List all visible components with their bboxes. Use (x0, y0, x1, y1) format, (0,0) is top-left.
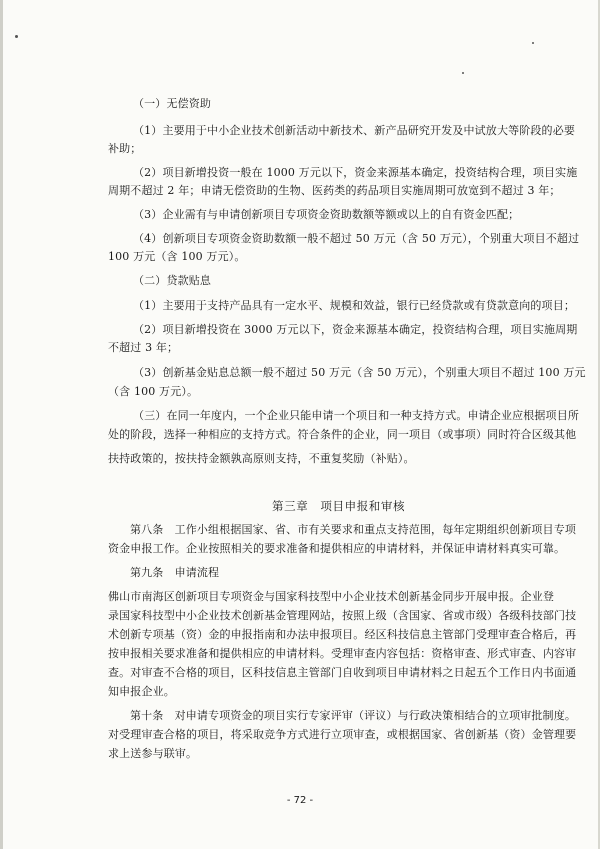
paragraph-line: 佛山市南海区创新项目专项资金与国家科技型中小企业技术创新基金同步开展申报。企业登 (108, 590, 554, 603)
article-9-title: 第九条 申请流程 (130, 566, 220, 579)
article-10-line: 第十条 对申请专项资金的项目实行专家评审（评议）与行政决策相结合的立项审批制度。 (130, 709, 576, 722)
paragraph-line: 不超过 3 年； (108, 341, 179, 354)
paragraph-line: 100 万元（含 100 万元）。 (108, 250, 246, 263)
section-heading-grant: （一）无偿资助 (133, 97, 212, 110)
paragraph-line: 处的阶段，选择一种相应的支持方式。符合条件的企业，同一项目（或事项）同时符合区级其他 (108, 428, 577, 441)
paragraph-line: 知申报企业。 (108, 685, 175, 698)
paragraph-line: 按申报相关要求准备和提供相应的申请材料。受理审查内容包括：资格审查、形式审查、内容审 (108, 647, 577, 660)
paragraph-line: （三）在同一年度内，一个企业只能申请一个项目和一种支持方式。申请企业应根据项目所 (133, 409, 579, 422)
paragraph-line: 查。对审查不合格的项目，区科技信息主管部门自收到项目申请材料之日起五个工作日内书面通 (108, 666, 577, 679)
paragraph-line: （3）创新基金贴息总额一般不超过 50 万元（含 50 万元），个别重大项目不超过 100 万元 (133, 366, 586, 379)
section-heading-loan: （二）贷款贴息 (133, 274, 212, 287)
scan-speck (462, 72, 464, 74)
article-8-line: 第八条 工作小组根据国家、省、市有关要求和重点支持范围，每年定期组织创新项目专项 (130, 523, 576, 536)
scan-speck (15, 35, 18, 38)
paragraph-line: （含 100 万元）。 (108, 385, 199, 398)
article-8-line: 资金申报工作。企业按照相关的要求准备和提供相应的申请材料，并保证申请材料真实可靠。 (108, 542, 566, 555)
chapter-title: 第三章 项目申报和审核 (272, 499, 406, 513)
paragraph-line: 扶持政策的，按扶持金额孰高原则支持，不重复奖励（补贴）。 (108, 452, 415, 465)
paragraph-line: （3）企业需有与申请创新项目专项资金资助数额等额或以上的自有资金匹配； (133, 208, 520, 221)
paragraph-line: 周期不超过 2 年；申请无偿资助的生物、医药类的药品项目实施周期可放宽到不超过 3 年； (108, 184, 561, 197)
paragraph-line: （2）项目新增投资在 3000 万元以下，资金来源基本确定，投资结构合理，项目实施周期 (133, 323, 578, 336)
page-number: - 72 - (286, 795, 314, 806)
paragraph-line: （4）创新项目专项资金资助数额一般不超过 50 万元（含 50 万元），个别重大项目不超过 (133, 232, 580, 245)
paragraph-line: 录国家科技型中小企业技术创新基金管理网站，按照上级（含国家、省或市级）各级科技部门技 (108, 609, 577, 622)
paragraph-line: （1）主要用于中小企业技术创新活动中新技术、新产品研究开发及中试放大等阶段的必要 (133, 124, 575, 137)
paragraph-line: 补助； (108, 142, 142, 155)
paragraph-line: 术创新专项基（资）金的申报指南和办法申报项目。经区科技信息主管部门受理审查合格后，再 (108, 628, 577, 641)
paragraph-line: （2）项目新增投资一般在 1000 万元以下，资金来源基本确定，投资结构合理，项目实施 (133, 166, 578, 179)
paragraph-line: 求上送参与联审。 (108, 747, 198, 760)
scan-speck (532, 42, 534, 44)
paragraph-line: 对受理审查合格的项目，将采取竞争方式进行立项审查，或根据国家、省创新基（资）金管理要 (108, 728, 577, 741)
paragraph-line: （1）主要用于支持产品具有一定水平、规模和效益，银行已经贷款或有贷款意向的项目； (133, 299, 575, 312)
scan-left-edge (0, 0, 3, 849)
